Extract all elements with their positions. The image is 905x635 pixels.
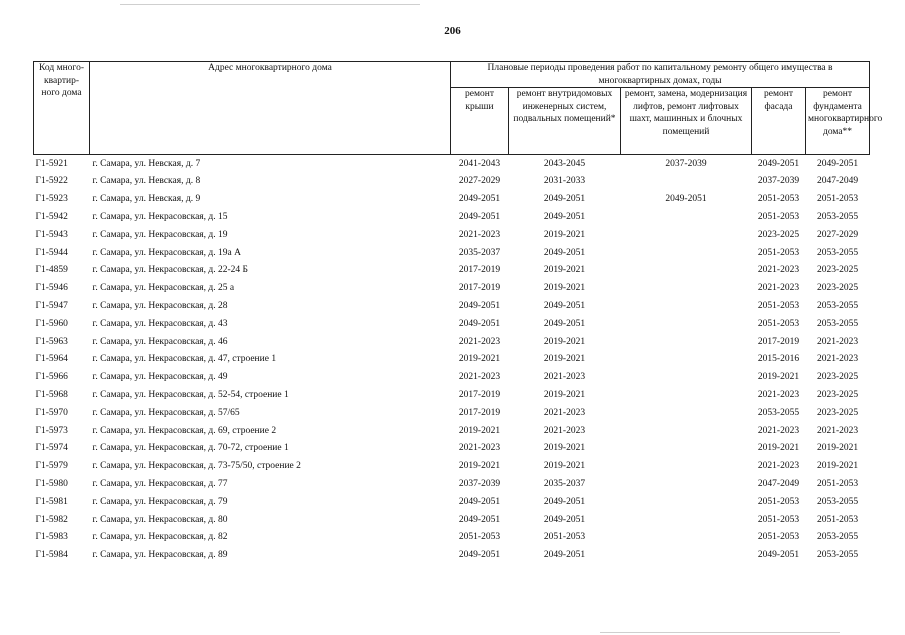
cell-elevators — [621, 458, 752, 476]
table-row — [34, 226, 870, 244]
cell-code: Г1-5963 — [35, 336, 68, 347]
cell-foundation: 2051-2053 — [816, 194, 859, 205]
cell-code: Г1-5981 — [35, 496, 68, 507]
column-header-foundation: ремонт фундамента многоквартирного дома** — [806, 88, 870, 155]
cell-elevators — [621, 440, 752, 458]
cell-systems: 2049-2051 — [543, 514, 586, 525]
cell-facade: 2053-2055 — [757, 407, 800, 418]
cell-address: г. Самара, ул. Некрасовская, д. 77 — [92, 478, 228, 489]
cell-facade: 2037-2039 — [757, 176, 800, 187]
cell-facade: 2021-2023 — [757, 461, 800, 472]
cell-roof: 2017-2019 — [458, 390, 501, 400]
cell-address: г. Самара, ул. Некрасовская, д. 25 а — [92, 283, 235, 294]
cell-elevators — [621, 297, 752, 315]
scan-edge-top — [120, 4, 420, 5]
cell-facade: 2021-2023 — [757, 265, 800, 276]
cell-elevators — [621, 369, 752, 387]
table-row — [34, 422, 870, 440]
table-row — [34, 404, 870, 422]
cell-elevators — [621, 315, 752, 333]
cell-facade: 2017-2019 — [757, 336, 800, 347]
cell-code: Г1-5921 — [35, 158, 68, 169]
table-body — [34, 155, 870, 565]
cell-roof: 2021-2023 — [458, 229, 501, 240]
cell-facade: 2019-2021 — [757, 372, 800, 383]
cell-address: г. Самара, ул. Некрасовская, д. 70-72, строение 1 — [92, 443, 289, 454]
cell-foundation: 2023-2025 — [816, 390, 859, 400]
cell-elevators — [621, 208, 752, 226]
cell-address: г. Самара, ул. Некрасовская, д. 89 — [92, 550, 228, 561]
cell-systems: 2019-2021 — [543, 283, 586, 294]
cell-facade: 2049-2051 — [757, 158, 800, 169]
cell-code: Г1-5973 — [35, 425, 68, 436]
cell-systems: 2019-2021 — [543, 229, 586, 240]
cell-address: г. Самара, ул. Некрасовская, д. 28 — [92, 301, 228, 312]
cell-address: г. Самара, ул. Некрасовская, д. 43 — [92, 318, 228, 329]
table-row — [34, 351, 870, 369]
table-row — [34, 493, 870, 511]
cell-code: Г1-5970 — [35, 407, 68, 418]
cell-code: Г1-5974 — [35, 443, 68, 454]
cell-roof: 2021-2023 — [458, 372, 501, 383]
cell-systems: 2035-2037 — [543, 478, 586, 489]
cell-foundation: 2051-2053 — [816, 478, 859, 489]
cell-systems: 2049-2051 — [543, 212, 586, 223]
cell-roof: 2019-2021 — [458, 461, 501, 472]
cell-elevators — [621, 386, 752, 404]
cell-elevators — [621, 511, 752, 529]
cell-facade: 2021-2023 — [757, 390, 800, 400]
cell-roof: 2051-2053 — [458, 532, 501, 543]
cell-address: г. Самара, ул. Некрасовская, д. 80 — [92, 514, 228, 525]
cell-systems: 2049-2051 — [543, 247, 586, 258]
cell-foundation: 2023-2025 — [816, 283, 859, 294]
cell-foundation: 2053-2055 — [816, 496, 859, 507]
cell-elevators — [621, 262, 752, 280]
cell-facade: 2051-2053 — [757, 514, 800, 525]
cell-roof: 2049-2051 — [458, 194, 501, 205]
cell-address: г. Самара, ул. Некрасовская, д. 79 — [92, 496, 228, 507]
cell-facade: 2047-2049 — [757, 478, 800, 489]
cell-foundation: 2023-2025 — [816, 265, 859, 276]
cell-foundation: 2047-2049 — [816, 176, 859, 187]
cell-code: Г1-5944 — [35, 247, 68, 258]
cell-code: Г1-5943 — [35, 229, 68, 240]
cell-systems: 2049-2051 — [543, 550, 586, 561]
cell-systems: 2021-2023 — [543, 425, 586, 436]
table-row — [34, 280, 870, 298]
cell-code: Г1-5922 — [35, 176, 68, 187]
cell-foundation: 2023-2025 — [816, 372, 859, 383]
cell-foundation: 2053-2055 — [816, 550, 859, 561]
cell-foundation: 2053-2055 — [816, 532, 859, 543]
cell-roof: 2049-2051 — [458, 514, 501, 525]
table-row — [34, 208, 870, 226]
cell-elevators: 2049-2051 — [665, 194, 707, 205]
cell-roof: 2049-2051 — [458, 212, 501, 223]
cell-address: г. Самара, ул. Невская, д. 7 — [92, 158, 201, 169]
cell-systems: 2019-2021 — [543, 443, 586, 454]
column-header-elevators: ремонт, замена, модернизация лифтов, ремонт лифтовых шахт, машинных и блочных помещений — [621, 88, 752, 155]
cell-code: Г1-5946 — [35, 283, 68, 294]
capital-repair-schedule-table — [33, 61, 883, 564]
cell-facade: 2051-2053 — [757, 194, 800, 205]
cell-roof: 2041-2043 — [458, 158, 501, 169]
cell-address: г. Самара, ул. Некрасовская, д. 22-24 Б — [92, 265, 248, 276]
cell-roof: 2037-2039 — [458, 478, 501, 489]
cell-systems: 2043-2045 — [543, 158, 586, 169]
cell-foundation: 2049-2051 — [816, 158, 859, 169]
cell-code: Г1-5964 — [35, 354, 68, 365]
cell-roof: 2019-2021 — [458, 425, 501, 436]
column-header-address: Адрес многоквартирного дома — [90, 62, 451, 155]
cell-systems: 2019-2021 — [543, 390, 586, 400]
cell-systems: 2021-2023 — [543, 407, 586, 418]
cell-code: Г1-5966 — [35, 372, 68, 383]
cell-foundation: 2053-2055 — [816, 301, 859, 312]
cell-foundation: 2051-2053 — [816, 514, 859, 525]
table-row — [34, 333, 870, 351]
table-row — [34, 297, 870, 315]
table-row — [34, 315, 870, 333]
cell-systems: 2019-2021 — [543, 336, 586, 347]
cell-address: г. Самара, ул. Невская, д. 9 — [92, 194, 201, 205]
cell-foundation: 2053-2055 — [816, 212, 859, 223]
cell-facade: 2051-2053 — [757, 318, 800, 329]
cell-address: г. Самара, ул. Некрасовская, д. 46 — [92, 336, 228, 347]
cell-systems: 2019-2021 — [543, 265, 586, 276]
table-row — [34, 440, 870, 458]
cell-facade: 2051-2053 — [757, 532, 800, 543]
cell-roof: 2021-2023 — [458, 336, 501, 347]
cell-elevators — [621, 475, 752, 493]
cell-elevators — [621, 333, 752, 351]
cell-address: г. Самара, ул. Некрасовская, д. 49 — [92, 372, 228, 383]
table-row — [34, 529, 870, 547]
scan-edge-bottom — [600, 632, 840, 633]
table-row — [34, 173, 870, 191]
cell-systems: 2019-2021 — [543, 354, 586, 365]
cell-code: Г1-5982 — [35, 514, 68, 525]
cell-foundation: 2019-2021 — [816, 461, 859, 472]
cell-facade: 2051-2053 — [757, 301, 800, 312]
cell-roof: 2049-2051 — [458, 496, 501, 507]
cell-roof: 2017-2019 — [458, 265, 501, 276]
table-row — [34, 191, 870, 209]
cell-foundation: 2021-2023 — [816, 336, 859, 347]
cell-elevators — [621, 351, 752, 369]
cell-roof: 2049-2051 — [458, 318, 501, 329]
cell-facade: 2051-2053 — [757, 496, 800, 507]
cell-elevators — [621, 493, 752, 511]
cell-foundation: 2027-2029 — [816, 229, 859, 240]
cell-address: г. Самара, ул. Некрасовская, д. 19а А — [92, 247, 241, 258]
cell-systems: 2049-2051 — [543, 318, 586, 329]
cell-systems: 2049-2051 — [543, 301, 586, 312]
cell-roof: 2017-2019 — [458, 283, 501, 294]
cell-foundation: 2019-2021 — [816, 443, 859, 454]
cell-address: г. Самара, ул. Некрасовская, д. 73-75/50, строение 2 — [92, 461, 301, 472]
cell-roof: 2027-2029 — [458, 176, 501, 187]
cell-code: Г1-5983 — [35, 532, 68, 543]
cell-facade: 2049-2051 — [757, 550, 800, 561]
column-group-header-periods: Плановые периоды проведения работ по капитальному ремонту общего имущества в многоквартирных домах, годы — [451, 62, 870, 88]
cell-elevators — [621, 226, 752, 244]
cell-address: г. Самара, ул. Некрасовская, д. 15 — [92, 212, 228, 223]
cell-systems: 2019-2021 — [543, 461, 586, 472]
cell-elevators: 2037-2039 — [665, 158, 707, 169]
cell-elevators — [621, 547, 752, 565]
cell-roof: 2049-2051 — [458, 301, 501, 312]
cell-elevators — [621, 173, 752, 191]
cell-code: Г1-4859 — [35, 265, 68, 276]
cell-code: Г1-5980 — [35, 478, 68, 489]
table-row — [34, 475, 870, 493]
page-number: 206 — [444, 25, 461, 37]
cell-facade: 2019-2021 — [757, 443, 800, 454]
cell-systems: 2051-2053 — [543, 532, 586, 543]
cell-roof: 2017-2019 — [458, 407, 501, 418]
cell-code: Г1-5984 — [35, 550, 68, 561]
cell-address: г. Самара, ул. Некрасовская, д. 69, строение 2 — [92, 425, 277, 436]
cell-systems: 2021-2023 — [543, 372, 586, 383]
cell-facade: 2051-2053 — [757, 247, 800, 258]
table-row — [34, 547, 870, 565]
cell-systems: 2031-2033 — [543, 176, 586, 187]
cell-code: Г1-5942 — [35, 212, 68, 223]
cell-address: г. Самара, ул. Некрасовская, д. 82 — [92, 532, 228, 543]
cell-roof: 2019-2021 — [458, 354, 501, 365]
cell-code: Г1-5960 — [35, 318, 68, 329]
cell-systems: 2049-2051 — [543, 496, 586, 507]
cell-foundation: 2053-2055 — [816, 318, 859, 329]
cell-elevators — [621, 422, 752, 440]
cell-address: г. Самара, ул. Невская, д. 8 — [92, 176, 201, 187]
table-row — [34, 458, 870, 476]
table-row — [34, 511, 870, 529]
cell-code: Г1-5947 — [35, 301, 68, 312]
cell-facade: 2051-2053 — [757, 212, 800, 223]
cell-roof: 2049-2051 — [458, 550, 501, 561]
cell-roof: 2035-2037 — [458, 247, 501, 258]
cell-address: г. Самара, ул. Некрасовская, д. 52-54, строение 1 — [92, 390, 289, 400]
table-row — [34, 386, 870, 404]
table-row — [34, 155, 870, 173]
cell-facade: 2021-2023 — [757, 283, 800, 294]
cell-address: г. Самара, ул. Некрасовская, д. 19 — [92, 229, 228, 240]
cell-elevators — [621, 244, 752, 262]
cell-code: Г1-5968 — [35, 390, 68, 400]
column-header-systems: ремонт внутридомовых инженерных систем, подвальных помещений* — [509, 88, 621, 155]
column-header-roof: ремонт крыши — [451, 88, 509, 155]
cell-systems: 2049-2051 — [543, 194, 586, 205]
cell-foundation: 2023-2025 — [816, 407, 859, 418]
cell-elevators — [621, 280, 752, 298]
cell-facade: 2015-2016 — [757, 354, 800, 365]
cell-elevators — [621, 404, 752, 422]
cell-foundation: 2021-2023 — [816, 425, 859, 436]
cell-foundation: 2053-2055 — [816, 247, 859, 258]
cell-address: г. Самара, ул. Некрасовская, д. 57/65 — [92, 407, 240, 418]
table-row — [34, 369, 870, 387]
column-header-facade: ремонт фасада — [752, 88, 806, 155]
table-row — [34, 244, 870, 262]
cell-foundation: 2021-2023 — [816, 354, 859, 365]
cell-roof: 2021-2023 — [458, 443, 501, 454]
cell-facade: 2021-2023 — [757, 425, 800, 436]
cell-facade: 2023-2025 — [757, 229, 800, 240]
cell-code: Г1-5979 — [35, 461, 68, 472]
cell-address: г. Самара, ул. Некрасовская, д. 47, строение 1 — [92, 354, 277, 365]
column-header-code: Код много-квартир-ного дома — [34, 62, 90, 155]
table-row — [34, 262, 870, 280]
cell-elevators — [621, 529, 752, 547]
cell-code: Г1-5923 — [35, 194, 68, 205]
